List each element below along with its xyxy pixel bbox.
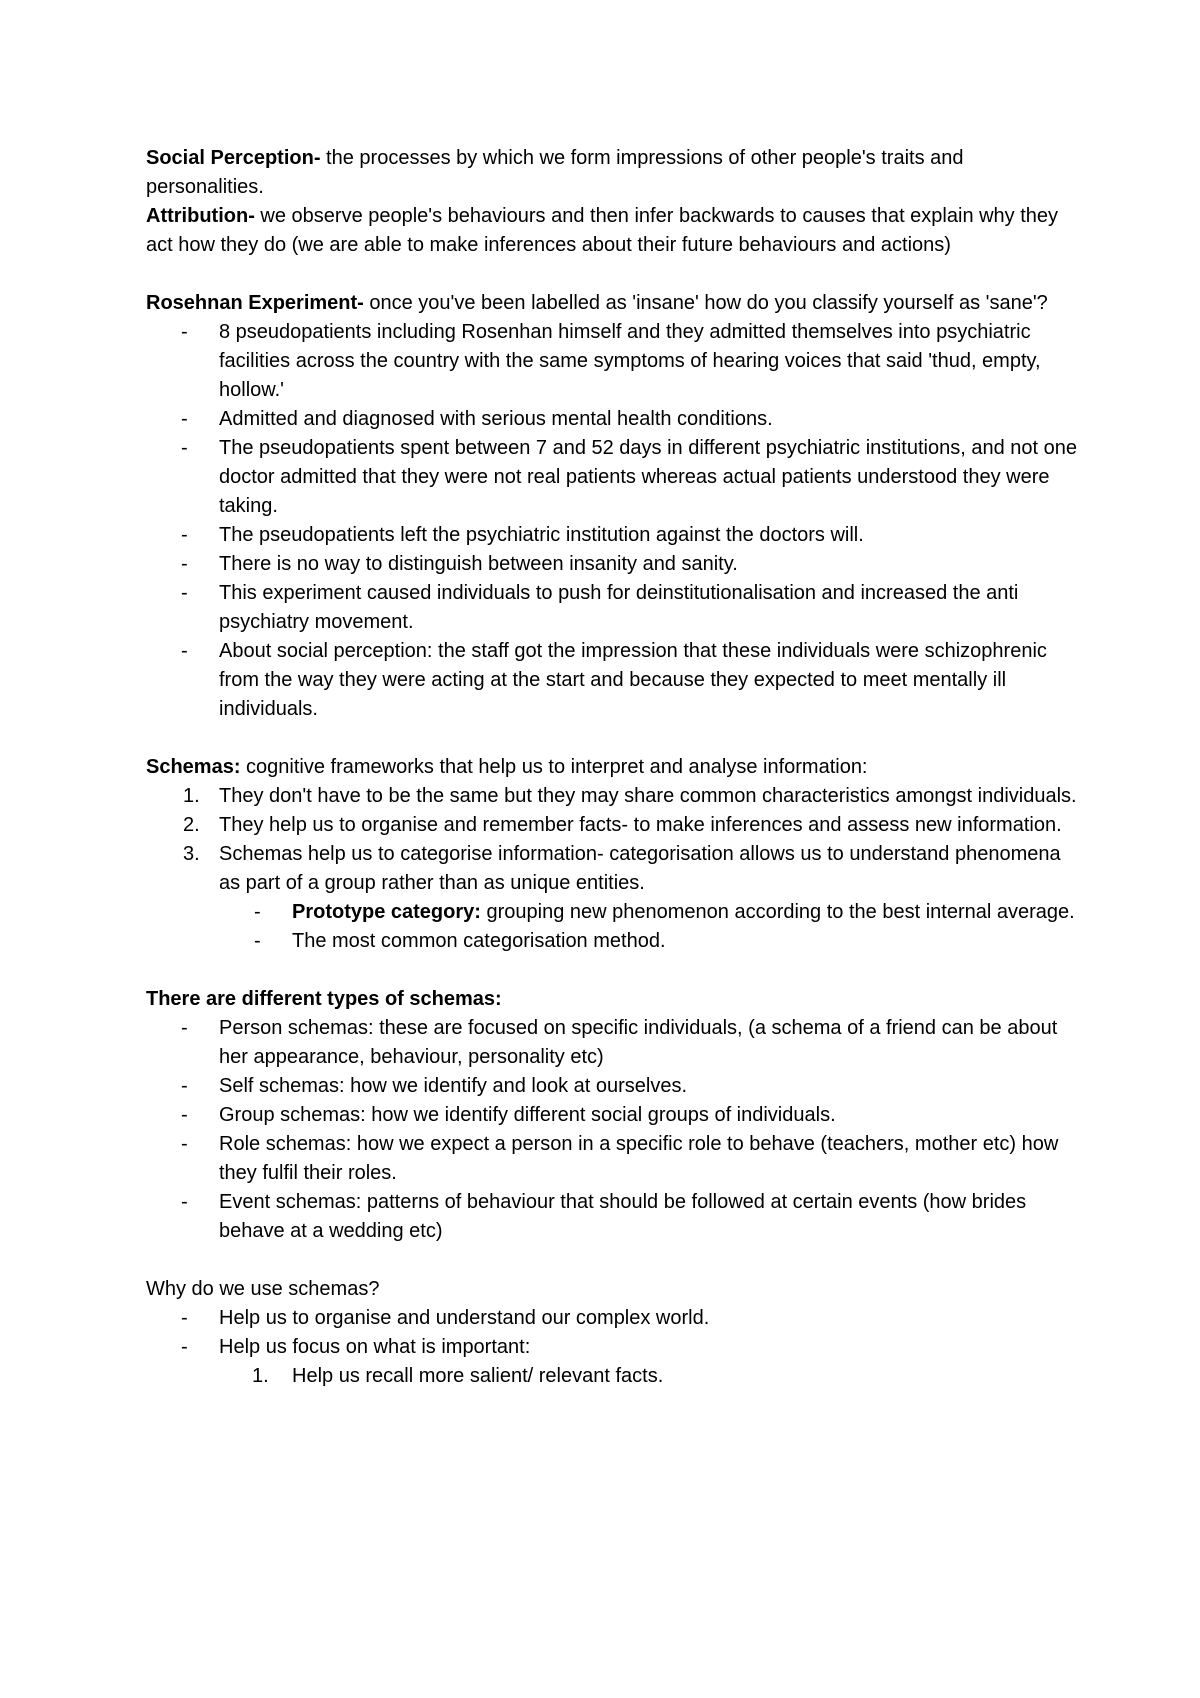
schemas-list <box>146 782 1081 898</box>
list-item-text: About social perception: the staff got the impression that these individuals were schizophrenic from the way they were acting at the start and because they expected to meet mentally ill individuals. <box>219 640 1047 720</box>
bullet-dash: - <box>254 930 261 952</box>
schemas-definition: cognitive frameworks that help us to interpret and analyse information: <box>240 756 868 778</box>
list-item-text: Help us to organise and understand our complex world. <box>219 1307 710 1329</box>
rosenhan-term: Rosehnan Experiment- <box>146 292 364 314</box>
types-heading <box>146 985 1081 1014</box>
list-item-text: Person schemas: these are focused on specific individuals, (a schema of a friend can be about her appearance, behaviour, personality etc) <box>219 1017 1058 1068</box>
list-item-text: Help us focus on what is important: <box>219 1336 531 1358</box>
bullet-dash: - <box>181 1075 188 1097</box>
bullet-dash: - <box>254 901 261 923</box>
list-number: 2. <box>183 814 200 836</box>
bullet-dash: - <box>181 1133 188 1155</box>
list-item-text: This experiment caused individuals to push for deinstitutionalisation and increased the anti psychiatry movement. <box>219 582 1019 633</box>
why-question: Why do we use schemas? <box>146 1278 380 1300</box>
list-item <box>146 927 1081 956</box>
list-item-text: The pseudopatients spent between 7 and 52 days in different psychiatric institutions, and not one doctor admitted that they were not real patients whereas actual patients understood they were taking. <box>219 437 1077 517</box>
schemas-sub-list <box>146 898 1081 956</box>
list-item <box>146 405 1081 434</box>
list-item <box>146 1072 1081 1101</box>
list-item-text: Self schemas: how we identify and look at ourselves. <box>219 1075 688 1097</box>
rosenhan-paragraph <box>146 289 1081 318</box>
bullet-dash: - <box>181 553 188 575</box>
list-item <box>146 1101 1081 1130</box>
types-heading-text: There are different types of schemas: <box>146 988 502 1010</box>
list-item <box>146 434 1081 521</box>
spacer <box>146 724 1081 753</box>
list-item-text: Schemas help us to categorise information- categorisation allows us to understand phenomena as part of a group rather than as unique entities. <box>219 843 1061 894</box>
list-item <box>146 1304 1081 1333</box>
list-item <box>146 1333 1081 1362</box>
list-item <box>146 1130 1081 1188</box>
list-item <box>146 840 1081 898</box>
bullet-dash: - <box>181 1104 188 1126</box>
list-item-text: Admitted and diagnosed with serious mental health conditions. <box>219 408 773 430</box>
attribution-definition: we observe people's behaviours and then infer backwards to causes that explain why they act how they do (we are able to make inferences about their future behaviours and actions) <box>146 205 1059 256</box>
why-sub-list <box>146 1362 1081 1391</box>
document-content <box>146 144 1081 1391</box>
list-item <box>146 318 1081 405</box>
bullet-dash: - <box>181 1307 188 1329</box>
list-item-text: They help us to organise and remember facts- to make inferences and assess new information. <box>219 814 1062 836</box>
spacer <box>146 956 1081 985</box>
list-item <box>146 579 1081 637</box>
list-item <box>146 811 1081 840</box>
spacer <box>146 260 1081 289</box>
list-item <box>146 1362 1081 1391</box>
social-perception-term: Social Perception- <box>146 147 321 169</box>
list-item-text: Event schemas: patterns of behaviour that should be followed at certain events (how brides behave at a wedding etc) <box>219 1191 1027 1242</box>
types-list <box>146 1014 1081 1246</box>
list-item-text: They don't have to be the same but they may share common characteristics amongst individuals. <box>219 785 1077 807</box>
list-item-text: The pseudopatients left the psychiatric institution against the doctors will. <box>219 524 864 546</box>
rosenhan-definition: once you've been labelled as 'insane' how do you classify yourself as 'sane'? <box>363 292 1048 314</box>
bullet-dash: - <box>181 1017 188 1039</box>
bullet-dash: - <box>181 640 188 662</box>
list-number: 1. <box>183 785 200 807</box>
rosenhan-list <box>146 318 1081 724</box>
schemas-term: Schemas: <box>146 756 241 778</box>
bullet-dash: - <box>181 321 188 343</box>
spacer <box>146 1246 1081 1275</box>
attribution-paragraph <box>146 202 1081 260</box>
bullet-dash: - <box>181 408 188 430</box>
list-item-text: The most common categorisation method. <box>292 930 666 952</box>
list-number: 1. <box>252 1365 269 1387</box>
list-item-text: Group schemas: how we identify different social groups of individuals. <box>219 1104 836 1126</box>
list-item-text: There is no way to distinguish between insanity and sanity. <box>219 553 738 575</box>
social-perception-paragraph <box>146 144 1081 202</box>
bullet-dash: - <box>181 582 188 604</box>
list-item <box>146 782 1081 811</box>
list-item-text: Help us recall more salient/ relevant facts. <box>292 1365 664 1387</box>
list-number: 3. <box>183 843 200 865</box>
bullet-dash: - <box>181 1336 188 1358</box>
list-item-text: Role schemas: how we expect a person in a specific role to behave (teachers, mother etc) how they fulfil their roles. <box>219 1133 1059 1184</box>
list-item <box>146 898 1081 927</box>
bullet-dash: - <box>181 1191 188 1213</box>
list-item-text: grouping new phenomenon according to the best internal average. <box>480 901 1075 923</box>
list-item-text: 8 pseudopatients including Rosenhan himself and they admitted themselves into psychiatric facilities across the country with the same symptoms of hearing voices that said 'thud, empty, hollow.' <box>219 321 1041 401</box>
list-item <box>146 521 1081 550</box>
social-perception-definition: the processes by which we form impressions of other people's traits and personalities. <box>146 147 964 198</box>
list-item <box>146 1188 1081 1246</box>
why-list <box>146 1304 1081 1362</box>
prototype-term: Prototype category: <box>292 901 481 923</box>
list-item <box>146 1014 1081 1072</box>
attribution-term: Attribution- <box>146 205 255 227</box>
bullet-dash: - <box>181 437 188 459</box>
list-item <box>146 550 1081 579</box>
bullet-dash: - <box>181 524 188 546</box>
list-item <box>146 637 1081 724</box>
schemas-paragraph <box>146 753 1081 782</box>
